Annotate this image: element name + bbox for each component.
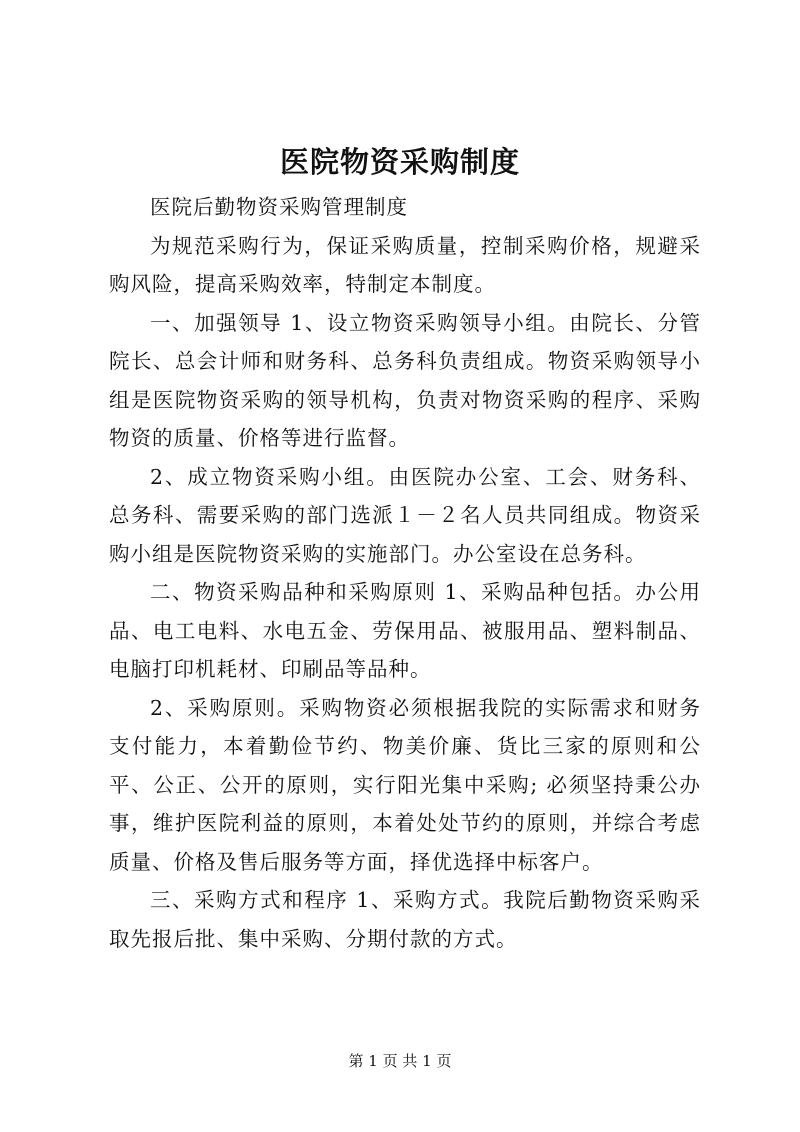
paragraph-leadership-group: 一、加强领导 1、设立物资采购领导小组。由院长、分管院长、总会计师和财务科、总务科负责组成。物资采购领导小组是医院物资采购的领导机构，负责对物资采购的程序、采购物资的质量、价格等进行监督。 xyxy=(109,310,701,450)
paragraph-subtitle: 医院后勤物资采购管理制度 xyxy=(150,195,408,219)
paragraph-procurement-methods: 三、采购方式和程序 1、采购方式。我院后勤物资采购采取先报后批、集中采购、分期付款的方式。 xyxy=(109,888,701,951)
document-body xyxy=(109,188,701,958)
paragraph-procurement-items: 二、物资采购品种和采购原则 1、采购品种包括。办公用品、电工电料、水电五金、劳保用品、被服用品、塑料制品、电脑打印机耗材、印刷品等品种。 xyxy=(109,580,701,681)
document-title: 医院物资采购制度 xyxy=(279,145,520,179)
page-number-footer: 第 1 页 共 1 页 xyxy=(348,1052,452,1070)
paragraph-procurement-group: 2、成立物资采购小组。由医院办公室、工会、财务科、总务科、需要采购的部门选派１－２名人员共同组成。物资采购小组是医院物资采购的实施部门。办公室设在总务科。 xyxy=(109,464,701,566)
paragraph-procurement-principles: 2、采购原则。采购物资必须根据我院的实际需求和财务支付能力，本着勤俭节约、物美价廉、货比三家的原则和公平、公正、公开的原则，实行阳光集中采购; 必须坚持秉公办事，维护医院利益的原则，本着处处节约的原则，并综合考虑质量、价格及售后服务等方面，择优选择中标客户。 xyxy=(109,695,701,874)
paragraph-purpose: 为规范采购行为，保证采购质量，控制采购价格，规避采购风险，提高采购效率，特制定本制度。 xyxy=(109,233,701,296)
